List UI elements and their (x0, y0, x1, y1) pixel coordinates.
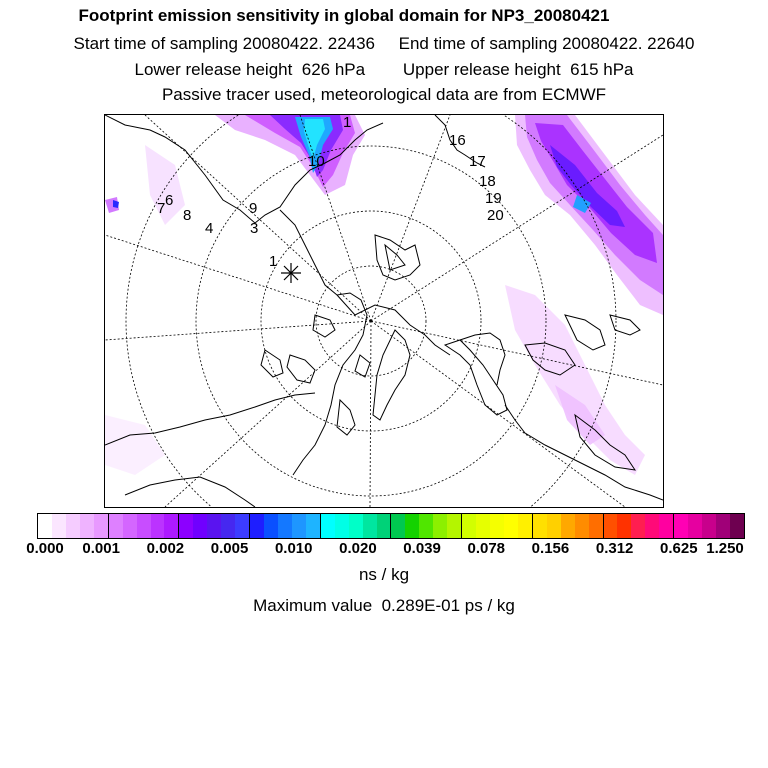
colorbar-segment (532, 514, 547, 538)
trajectory-label: 19 (485, 190, 502, 207)
colorbar-segment (673, 514, 688, 538)
colorbar-segment (207, 514, 221, 538)
trajectory-label: 9 (249, 200, 258, 217)
colorbar-segment (659, 514, 673, 538)
colorbar-segment (575, 514, 589, 538)
trajectory-label: 16 (449, 132, 466, 149)
colorbar-segment (716, 514, 730, 538)
trajectory-label: 6 (165, 192, 174, 209)
sampling-time-line: Start time of sampling 20080422. 22436 End time of sampling 20080422. 22640 (73, 34, 695, 53)
colorbar-segment (390, 514, 405, 538)
colorbar-tick-label: 0.039 (403, 540, 441, 557)
colorbar-segment (278, 514, 292, 538)
trajectory-label: 20 (487, 207, 504, 224)
colorbar-segment (476, 514, 490, 538)
colorbar-segment (235, 514, 249, 538)
colorbar-segment (249, 514, 264, 538)
colorbar-segment (151, 514, 165, 538)
colorbar-segment (178, 514, 193, 538)
trajectory-label: 4 (205, 220, 214, 237)
trajectory-label: 10 (308, 153, 325, 170)
colorbar-segment (363, 514, 377, 538)
colorbar-tick-label: 0.625 (660, 540, 698, 557)
tracer-info-line: Passive tracer used, meteorological data are from ECMWF (161, 85, 607, 104)
plot-title: Footprint emission sensitivity in global domain for NP3_20080421 (78, 6, 610, 25)
colorbar-segment (490, 514, 504, 538)
colorbar-segment (66, 514, 80, 538)
colorbar-segment (504, 514, 518, 538)
colorbar-tick-label: 0.005 (210, 540, 249, 557)
release-height-line: Lower release height 626 hPa Upper release height 615 hPa (134, 60, 634, 79)
colorbar-segment (702, 514, 716, 538)
colorbar-segment (433, 514, 447, 538)
colorbar-segment (335, 514, 349, 538)
colorbar-segment (518, 514, 532, 538)
colorbar-segment (561, 514, 575, 538)
colorbar-segment (306, 514, 320, 538)
colorbar-segment (589, 514, 603, 538)
colorbar-tick-label: 0.156 (531, 540, 570, 557)
colorbar-segment (377, 514, 391, 538)
trajectory-label: 7 (157, 200, 166, 217)
release-point-star (281, 263, 301, 283)
maximum-value: Maximum value 0.289E-01 ps / kg (253, 596, 515, 615)
colorbar-segment (108, 514, 123, 538)
footprint-map (104, 114, 664, 508)
colorbar-segment (617, 514, 631, 538)
colorbar-segment (164, 514, 178, 538)
colorbar-tick-label: 0.000 (26, 540, 64, 557)
colorbar-segment (349, 514, 363, 538)
colorbar-segment (38, 514, 52, 538)
colorbar-segment (123, 514, 137, 538)
colorbar-segment (645, 514, 659, 538)
trajectory-label: 18 (479, 173, 496, 190)
map-canvas (105, 115, 663, 507)
colorbar-tick-label: 0.010 (274, 540, 313, 557)
colorbar-segment (80, 514, 94, 538)
trajectory-label: 1 (343, 115, 352, 131)
colorbar-segment (94, 514, 108, 538)
colorbar-segment (447, 514, 461, 538)
colorbar-segment (292, 514, 306, 538)
colorbar (37, 513, 745, 539)
colorbar-tick-label: 0.002 (146, 540, 185, 557)
colorbar-segment (631, 514, 645, 538)
colorbar-tick-label: 0.078 (467, 540, 506, 557)
trajectory-label: 1 (269, 253, 278, 270)
trajectory-label: 3 (250, 220, 259, 237)
colorbar-tick-label: 1.250 (706, 540, 744, 557)
colorbar-segment (419, 514, 433, 538)
colorbar-segment (52, 514, 66, 538)
colorbar-tick-label: 0.001 (82, 540, 120, 557)
colorbar-segment (603, 514, 618, 538)
colorbar-segment (193, 514, 207, 538)
colorbar-segment (221, 514, 235, 538)
colorbar-segment (264, 514, 278, 538)
colorbar-segment (461, 514, 476, 538)
colorbar-segment (730, 514, 744, 538)
colorbar-segment (137, 514, 151, 538)
colorbar-tick-label: 0.312 (595, 540, 634, 557)
trajectory-label: 8 (183, 207, 192, 224)
colorbar-segment (688, 514, 702, 538)
colorbar-segment (405, 514, 419, 538)
colorbar-unit: ns / kg (358, 565, 410, 584)
sensitivity-field (105, 115, 663, 475)
colorbar-segment (547, 514, 561, 538)
colorbar-tick-label: 0.020 (339, 540, 377, 557)
colorbar-segment (320, 514, 335, 538)
trajectory-label: 17 (469, 153, 486, 170)
